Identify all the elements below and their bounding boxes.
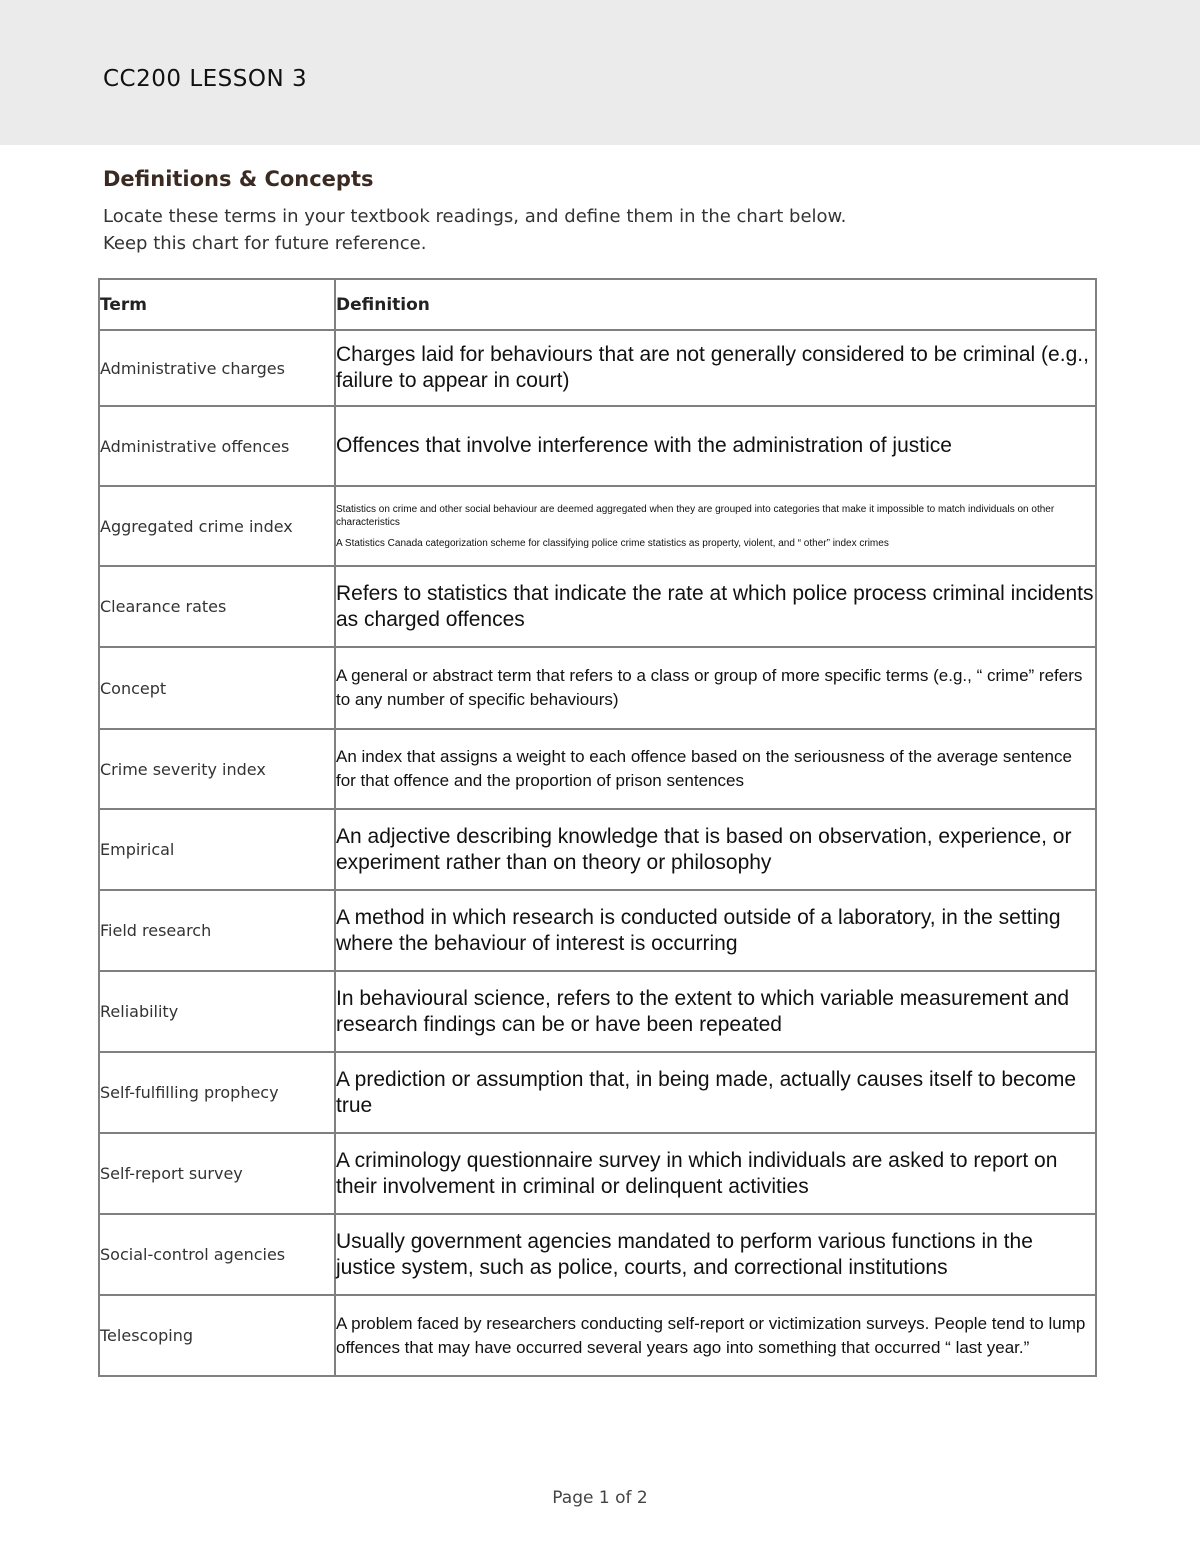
table-row — [99, 1214, 1096, 1295]
definition-cell: A prediction or assumption that, in being made, actually causes itself to become true — [335, 1052, 1096, 1133]
table-row — [99, 647, 1096, 729]
definitions-table — [98, 278, 1097, 1377]
term-cell: Field research — [99, 890, 335, 971]
table-row — [99, 729, 1096, 809]
definition-cell: An index that assigns a weight to each offence based on the seriousness of the average sentence for that offence and the proportion of prison sentences — [335, 729, 1096, 809]
table-row — [99, 486, 1096, 566]
term-cell: Social-control agencies — [99, 1214, 335, 1295]
table-row — [99, 1052, 1096, 1133]
section-intro — [103, 203, 1103, 257]
table-row — [99, 406, 1096, 486]
definition-cell — [335, 486, 1096, 566]
table-row — [99, 971, 1096, 1052]
definition-cell: Charges laid for behaviours that are not generally considered to be criminal (e.g., failure to appear in court) — [335, 330, 1096, 406]
term-cell: Administrative charges — [99, 330, 335, 406]
term-cell: Concept — [99, 647, 335, 729]
table-header-row — [99, 279, 1096, 330]
table-row — [99, 809, 1096, 890]
term-cell: Clearance rates — [99, 566, 335, 647]
definition-text: Statistics on crime and other social behaviour are deemed aggregated when they are grouped into categories that make it impossible to match individuals on other characteristics — [336, 503, 1055, 528]
term-cell: Reliability — [99, 971, 335, 1052]
intro-line-1: Locate these terms in your textbook readings, and define them in the chart below. — [103, 206, 847, 227]
definition-cell: A general or abstract term that refers to a class or group of more specific terms (e.g., “ crime” refers to any number of specific behaviours) — [335, 647, 1096, 729]
term-cell: Administrative offences — [99, 406, 335, 486]
intro-line-2: Keep this chart for future reference. — [103, 233, 427, 254]
definition-text-secondary: A Statistics Canada categorization scheme for classifying police crime statistics as property, violent, and “ other” index crimes — [336, 537, 889, 549]
page-title: CC200 LESSON 3 — [103, 66, 308, 92]
page-number: Page 1 of 2 — [552, 1488, 648, 1508]
term-cell: Self-report survey — [99, 1133, 335, 1214]
section-title: Definitions & Concepts — [103, 167, 374, 191]
definition-cell: Offences that involve interference with the administration of justice — [335, 406, 1096, 486]
column-header-term: Term — [99, 279, 335, 330]
column-header-definition: Definition — [335, 279, 1096, 330]
definition-cell: A criminology questionnaire survey in which individuals are asked to report on their involvement in criminal or delinquent activities — [335, 1133, 1096, 1214]
definition-cell: A method in which research is conducted outside of a laboratory, in the setting where the behaviour of interest is occurring — [335, 890, 1096, 971]
table-row — [99, 566, 1096, 647]
definition-cell: A problem faced by researchers conducting self-report or victimization surveys. People tend to lump offences that may have occurred several years ago into something that occurred “ last year.” — [335, 1295, 1096, 1376]
definition-cell: Usually government agencies mandated to perform various functions in the justice system, such as police, courts, and correctional institutions — [335, 1214, 1096, 1295]
table-row — [99, 1295, 1096, 1376]
term-cell: Empirical — [99, 809, 335, 890]
table-row — [99, 330, 1096, 406]
table-row — [99, 1133, 1096, 1214]
term-cell: Self-fulfilling prophecy — [99, 1052, 335, 1133]
term-cell: Crime severity index — [99, 729, 335, 809]
term-cell: Aggregated crime index — [99, 486, 335, 566]
definition-cell: In behavioural science, refers to the extent to which variable measurement and research findings can be or have been repeated — [335, 971, 1096, 1052]
definition-cell: Refers to statistics that indicate the rate at which police process criminal incidents as charged offences — [335, 566, 1096, 647]
term-cell: Telescoping — [99, 1295, 335, 1376]
table-row — [99, 890, 1096, 971]
definition-cell: An adjective describing knowledge that is based on observation, experience, or experiment rather than on theory or philosophy — [335, 809, 1096, 890]
